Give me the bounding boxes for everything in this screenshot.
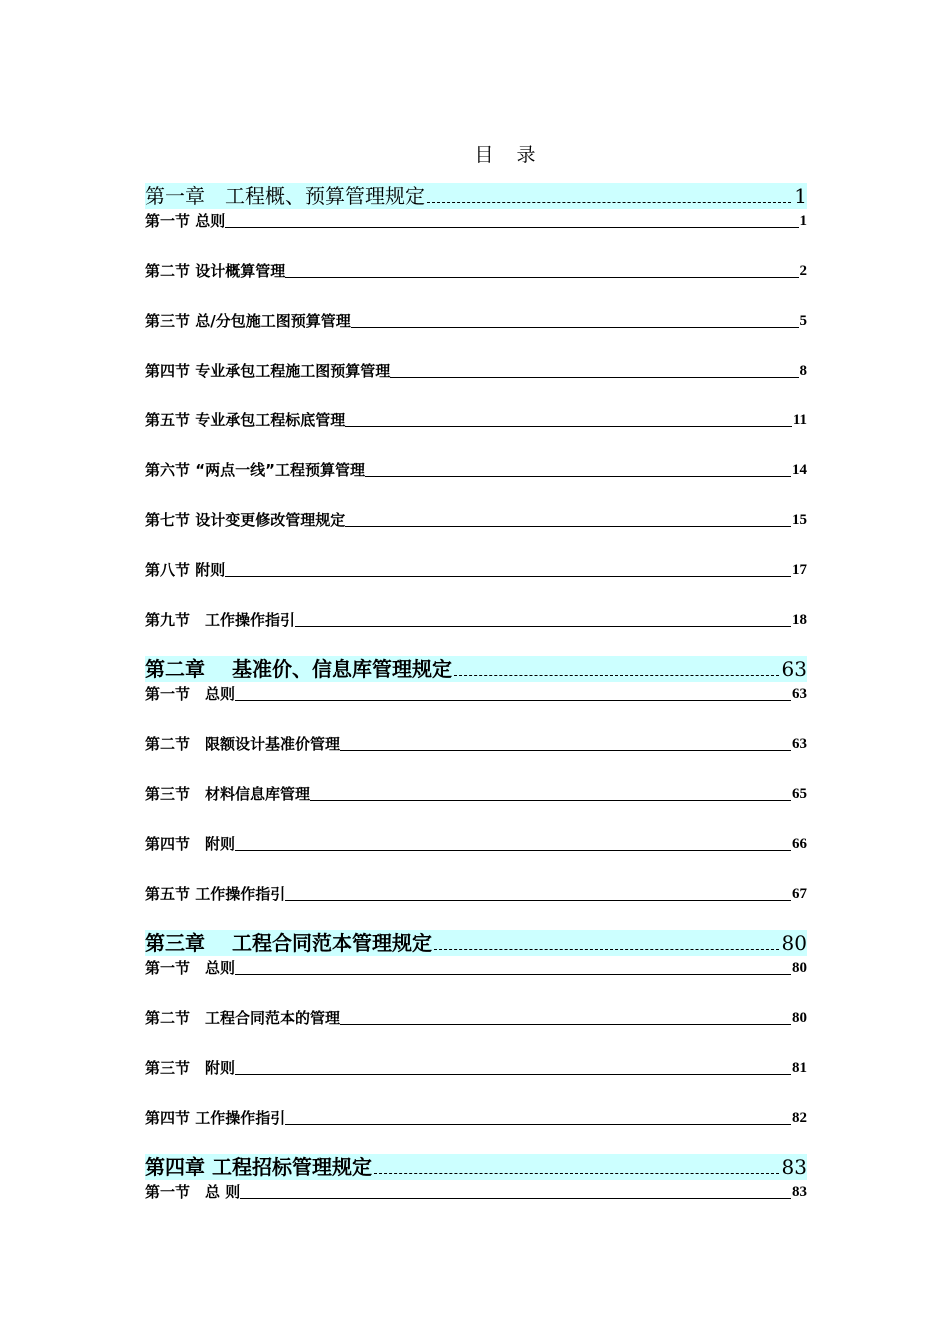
toc-chapter-1[interactable] [145, 183, 807, 209]
toc-section[interactable] [145, 509, 807, 531]
dot-leader [454, 675, 779, 676]
section-label: 第四节 附则 [145, 835, 236, 853]
line-leader [235, 1074, 791, 1075]
line-leader [225, 576, 791, 577]
chapter-page-number: 63 [781, 657, 807, 681]
line-leader [345, 526, 791, 527]
section-page-number: 80 [792, 1010, 807, 1026]
toc-chapter-4[interactable] [145, 1154, 807, 1180]
chapter-label: 第三章 工程合同范本管理规定 [145, 931, 432, 955]
dot-leader [427, 202, 791, 203]
section-page-number: 63 [792, 736, 807, 752]
section-page-number: 83 [792, 1184, 807, 1200]
section-page-number: 15 [792, 512, 807, 528]
section-page-number: 17 [792, 562, 807, 578]
line-leader [285, 900, 791, 901]
line-leader [340, 1024, 791, 1025]
toc-section[interactable] [145, 883, 807, 905]
toc-section[interactable] [145, 1107, 807, 1129]
line-leader [365, 476, 791, 477]
chapter-label: 第四章 工程招标管理规定 [145, 1155, 372, 1179]
section-page-number: 1 [799, 213, 807, 229]
toc-title: 目 录 [474, 144, 538, 166]
toc-section[interactable] [145, 310, 807, 332]
toc-section[interactable] [145, 609, 807, 631]
section-label: 第六节 “两点一线”工程预算管理 [145, 461, 365, 479]
toc-chapter-2[interactable] [145, 656, 807, 682]
section-label: 第一节 总则 [145, 212, 226, 230]
line-leader [351, 327, 799, 328]
section-page-number: 18 [792, 612, 807, 628]
section-page-number: 81 [792, 1060, 807, 1076]
section-label: 第五节 专业承包工程标底管理 [145, 411, 346, 429]
section-page-number: 63 [792, 686, 807, 702]
section-label: 第三节 附则 [145, 1059, 236, 1077]
section-label: 第一节 总 则 [145, 1183, 241, 1201]
line-leader [390, 377, 798, 378]
chapter-page-number: 1 [794, 184, 807, 208]
line-leader [295, 626, 791, 627]
line-leader [310, 800, 791, 801]
section-page-number: 8 [799, 363, 807, 379]
section-label: 第五节 工作操作指引 [145, 885, 286, 903]
section-page-number: 2 [799, 263, 807, 279]
toc-section[interactable] [145, 683, 807, 705]
section-page-number: 66 [792, 836, 807, 852]
line-leader [235, 974, 791, 975]
section-label: 第四节 工作操作指引 [145, 1109, 286, 1127]
toc-section[interactable] [145, 210, 807, 232]
section-page-number: 82 [792, 1110, 807, 1126]
section-label: 第九节 工作操作指引 [145, 611, 296, 629]
toc-section[interactable] [145, 260, 807, 282]
toc-section[interactable] [145, 1181, 807, 1203]
chapter-page-number: 80 [781, 931, 807, 955]
section-label: 第四节 专业承包工程施工图预算管理 [145, 362, 391, 380]
line-leader [240, 1198, 791, 1199]
toc-chapter-3[interactable] [145, 930, 807, 956]
toc-section[interactable] [145, 360, 807, 382]
section-page-number: 5 [799, 313, 807, 329]
dot-leader [374, 1173, 779, 1174]
section-label: 第三节 材料信息库管理 [145, 785, 311, 803]
section-label: 第二节 设计概算管理 [145, 262, 286, 280]
line-leader [285, 1124, 791, 1125]
dot-leader [434, 949, 779, 950]
toc-section[interactable] [145, 957, 807, 979]
section-page-number: 65 [792, 786, 807, 802]
section-label: 第八节 附则 [145, 561, 226, 579]
toc-section[interactable] [145, 1057, 807, 1079]
toc-section[interactable] [145, 559, 807, 581]
section-page-number: 11 [792, 412, 807, 428]
section-label: 第二节 工程合同范本的管理 [145, 1009, 341, 1027]
section-page-number: 67 [792, 886, 807, 902]
chapter-page-number: 83 [781, 1155, 807, 1179]
section-label: 第一节 总则 [145, 685, 236, 703]
section-label: 第三节 总/分包施工图预算管理 [145, 312, 351, 330]
chapter-label: 第一章 工程概、预算管理规定 [145, 184, 425, 208]
section-page-number: 80 [792, 960, 807, 976]
line-leader [235, 700, 791, 701]
chapter-label: 第二章 基准价、信息库管理规定 [145, 657, 452, 681]
line-leader [340, 750, 791, 751]
section-page-number: 14 [792, 462, 807, 478]
toc-section[interactable] [145, 459, 807, 481]
line-leader [345, 426, 792, 427]
toc-section[interactable] [145, 833, 807, 855]
line-leader [225, 227, 798, 228]
line-leader [285, 277, 798, 278]
toc-section[interactable] [145, 733, 807, 755]
toc-section[interactable] [145, 409, 807, 431]
toc-section[interactable] [145, 1007, 807, 1029]
toc-section[interactable] [145, 783, 807, 805]
section-label: 第二节 限额设计基准价管理 [145, 735, 341, 753]
section-label: 第一节 总则 [145, 959, 236, 977]
section-label: 第七节 设计变更修改管理规定 [145, 511, 346, 529]
line-leader [235, 850, 791, 851]
